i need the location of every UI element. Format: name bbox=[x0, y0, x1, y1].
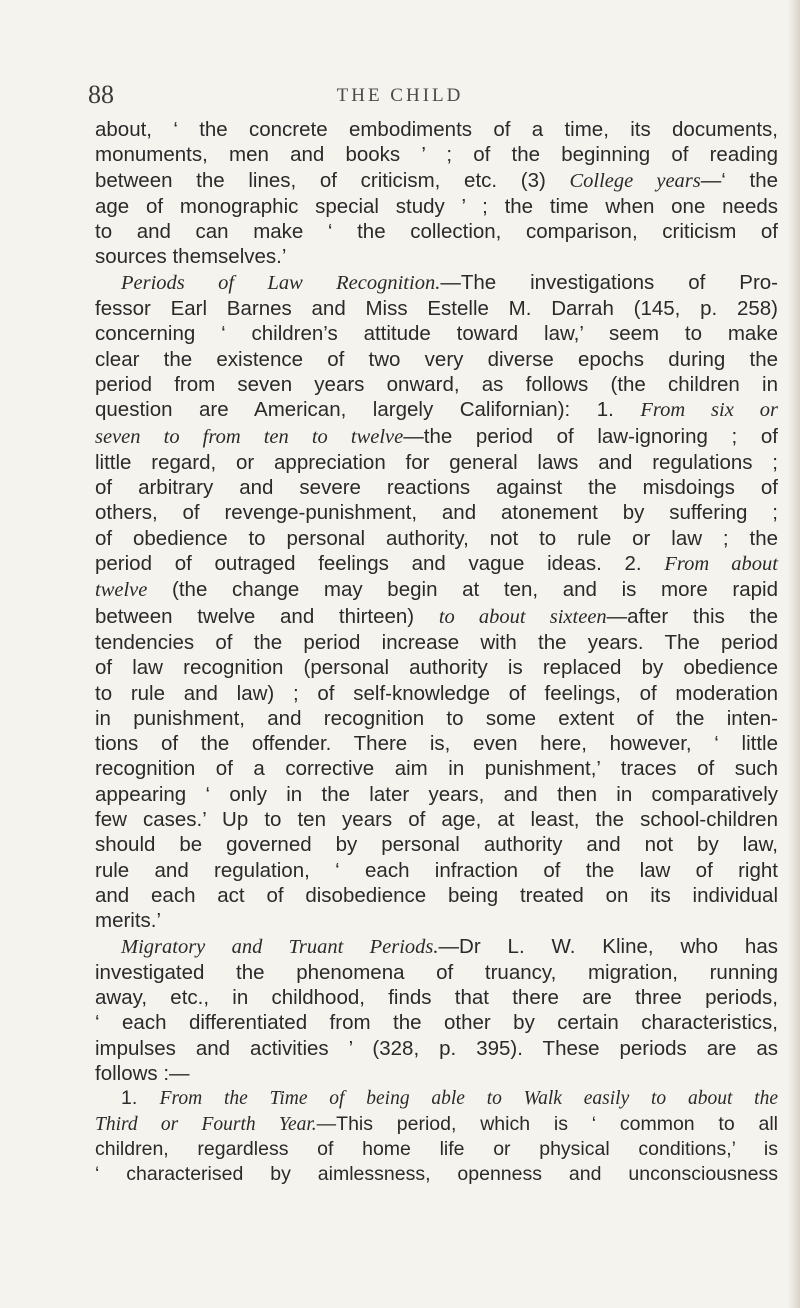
text-line bbox=[95, 142, 778, 167]
text-line bbox=[95, 883, 778, 908]
italic-text: Migratory and Truant Periods. bbox=[121, 935, 439, 958]
text-run: age of monographic special study ’ ; the time when one needs bbox=[95, 194, 778, 218]
text-run: recognition of a corrective aim in punishment,’ traces of such bbox=[95, 757, 778, 781]
text-run: —Dr L. W. Kline, who has bbox=[438, 934, 778, 958]
text-line bbox=[95, 475, 778, 500]
text-line bbox=[95, 655, 778, 680]
text-line bbox=[95, 500, 778, 525]
text-line bbox=[95, 347, 778, 372]
italic-text: seven to from ten to twelve bbox=[95, 425, 404, 448]
text-line bbox=[95, 960, 778, 985]
text-line bbox=[95, 1137, 778, 1162]
text-line bbox=[95, 858, 778, 883]
text-line bbox=[95, 934, 778, 960]
text-run: of law recognition (personal authority is replaced by obedience bbox=[95, 656, 778, 680]
text-line bbox=[95, 985, 778, 1010]
text-run: clear the existence of two very diverse epochs during the bbox=[95, 347, 778, 371]
text-run: in punishment, and recognition to some extent of the inten- bbox=[95, 706, 778, 730]
text-run: few cases.’ Up to ten years of age, at least, the school-children bbox=[95, 808, 778, 832]
text-run: to and can make ‘ the collection, comparison, criticism of bbox=[95, 220, 778, 244]
text-line bbox=[95, 1061, 778, 1086]
text-line bbox=[95, 296, 778, 321]
text-line bbox=[95, 551, 778, 577]
text-run: —This period, which is ‘ common to all bbox=[316, 1112, 778, 1135]
text-line bbox=[95, 372, 778, 397]
text-run: little regard, or appreciation for general laws and regulations ; bbox=[95, 450, 778, 474]
italic-text: Periods of Law Recognition. bbox=[121, 271, 441, 294]
text-run: appearing ‘ only in the later years, and then in comparatively bbox=[95, 782, 778, 806]
text-run: ‘ each differentiated from the other by certain characteristics, bbox=[95, 1011, 778, 1035]
text-run: children, regardless of home life or physical conditions,’ is bbox=[95, 1137, 778, 1160]
text-run: to rule and law) ; of self-knowledge of feelings, of moderation bbox=[95, 681, 778, 705]
text-run: follows :— bbox=[95, 1061, 190, 1085]
text-line bbox=[95, 270, 778, 296]
text-line bbox=[95, 321, 778, 346]
body-text bbox=[95, 117, 778, 1187]
text-line bbox=[95, 1162, 778, 1187]
text-line bbox=[95, 194, 778, 219]
text-run: —the period of law-ignoring ; of bbox=[403, 424, 778, 448]
text-line bbox=[95, 706, 778, 731]
text-line bbox=[95, 908, 778, 933]
italic-text: Third or Fourth Year. bbox=[95, 1113, 317, 1135]
text-run: 1. bbox=[121, 1087, 160, 1110]
text-run: period from seven years onward, as follows (the children in bbox=[95, 372, 778, 396]
page-header bbox=[0, 80, 800, 110]
text-run: ‘ characterised by aimlessness, openness and unconsciousness bbox=[95, 1163, 778, 1186]
text-line bbox=[95, 731, 778, 756]
text-line bbox=[95, 1086, 778, 1111]
text-run: —‘ the bbox=[700, 168, 778, 192]
text-line bbox=[95, 424, 778, 450]
text-line bbox=[95, 630, 778, 655]
text-line bbox=[95, 756, 778, 781]
text-run: rule and regulation, ‘ each infraction of the law of right bbox=[95, 858, 778, 882]
text-run: (the change may begin at ten, and is more rapid bbox=[147, 578, 778, 602]
italic-text: From six or bbox=[640, 399, 778, 422]
text-line bbox=[95, 1010, 778, 1035]
italic-text: College years bbox=[569, 169, 701, 192]
text-line bbox=[95, 832, 778, 857]
page-number: 88 bbox=[88, 80, 114, 109]
text-run: between the lines, of criticism, etc. (3) bbox=[95, 168, 570, 192]
text-line bbox=[95, 1112, 778, 1137]
text-run: of obedience to personal authority, not to rule or law ; the bbox=[95, 526, 778, 550]
text-line bbox=[95, 168, 778, 194]
text-run: —after this the bbox=[606, 604, 778, 628]
text-run: monuments, men and books ’ ; of the beginning of reading bbox=[95, 143, 778, 167]
text-line bbox=[95, 681, 778, 706]
text-run: merits.’ bbox=[95, 909, 162, 933]
text-line bbox=[95, 577, 778, 603]
page-edge-shadow bbox=[788, 0, 800, 1308]
text-line bbox=[95, 782, 778, 807]
text-run: away, etc., in childhood, finds that there are three periods, bbox=[95, 986, 778, 1010]
text-line bbox=[95, 397, 778, 423]
text-line bbox=[95, 117, 778, 142]
text-line bbox=[95, 450, 778, 475]
text-line bbox=[95, 807, 778, 832]
italic-text: From the Time of being able to Walk easily to about the bbox=[159, 1088, 778, 1110]
text-line bbox=[95, 244, 778, 269]
italic-text: to about sixteen bbox=[438, 605, 607, 628]
text-line bbox=[95, 219, 778, 244]
text-run: question are American, largely Californian): 1. bbox=[95, 398, 641, 422]
text-run: about, ‘ the concrete embodiments of a time, its documents, bbox=[95, 118, 778, 141]
text-run: tendencies of the period increase with the years. The period bbox=[95, 630, 778, 654]
text-run: tions of the offender. There is, even here, however, ‘ little bbox=[95, 732, 778, 756]
text-run: and each act of disobedience being treated on its individual bbox=[95, 883, 778, 907]
text-run: concerning ‘ children’s attitude toward law,’ seem to make bbox=[95, 322, 778, 346]
text-run: should be governed by personal authority and not by law, bbox=[95, 833, 778, 857]
italic-text: twelve bbox=[95, 579, 148, 602]
text-line bbox=[95, 604, 778, 630]
text-run: period of outraged feelings and vague ideas. 2. bbox=[95, 552, 665, 576]
text-run: investigated the phenomena of truancy, migration, running bbox=[95, 960, 778, 984]
text-line bbox=[95, 1036, 778, 1061]
text-line bbox=[95, 526, 778, 551]
running-title: THE CHILD bbox=[336, 85, 464, 106]
text-run: impulses and activities ’ (328, p. 395). These periods are as bbox=[95, 1036, 778, 1060]
text-run: sources themselves.’ bbox=[95, 245, 287, 269]
italic-text: From about bbox=[664, 553, 778, 576]
text-run: fessor Earl Barnes and Miss Estelle M. Darrah (145, p. 258) bbox=[95, 297, 778, 321]
text-run: others, of revenge-punishment, and atonement by suffering ; bbox=[95, 501, 778, 525]
text-run: of arbitrary and severe reactions against the misdoings of bbox=[95, 476, 778, 500]
text-run: between twelve and thirteen) bbox=[95, 604, 439, 628]
text-run: —The investigations of Pro- bbox=[440, 270, 778, 294]
